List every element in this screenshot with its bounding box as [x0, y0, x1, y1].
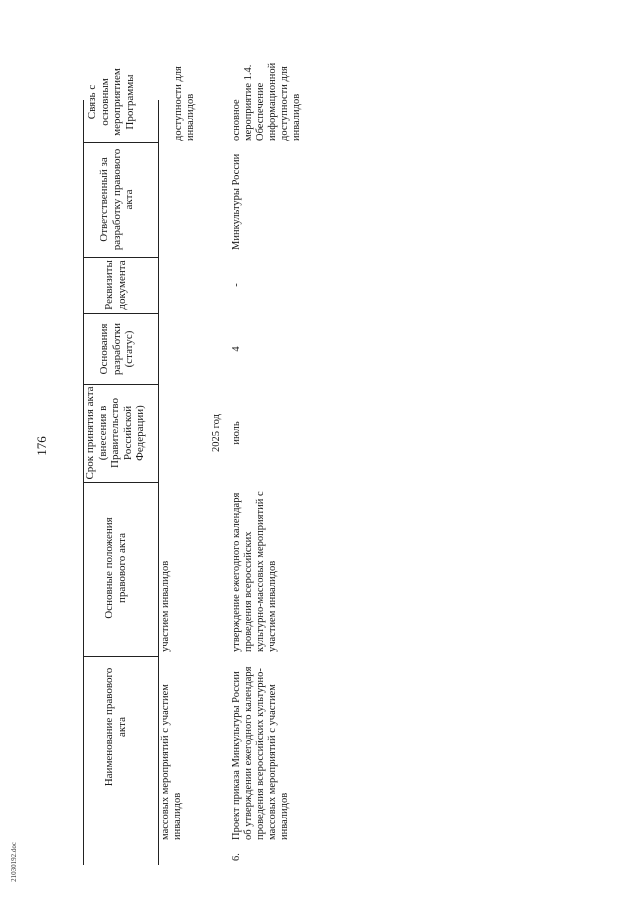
- row-number: 6.: [231, 853, 242, 861]
- header-deadline: Срок принятия акта (внесения в Правительство Российской Федерации): [84, 386, 146, 480]
- continuation-link: доступности для инвалидов: [173, 66, 196, 141]
- header-name: Наименование правового акта: [103, 667, 128, 787]
- row-name: Проект приказа Минкультуры России об утверждении ежегодного календаря проведения всероссийских культурно-массовых мероприятий с участием инвалидов: [231, 666, 290, 840]
- col-divider-1: [83, 656, 158, 657]
- header-link: Связь с основным мероприятием Программы: [86, 68, 136, 136]
- row-requisites: -: [231, 283, 242, 287]
- continuation-name: массовых мероприятий с участием инвалидов: [160, 684, 183, 840]
- page-number: 176: [34, 436, 49, 456]
- header-requisites: Реквизиты документа: [103, 260, 128, 310]
- header-basis: Основания разработки (статус): [98, 322, 135, 376]
- table-header-bottom-border: [158, 100, 159, 865]
- row-basis: 4: [231, 346, 242, 352]
- col-divider-2: [83, 482, 158, 483]
- row-link: основное мероприятие 1.4. Обеспечение информационной доступности для инвалидов: [231, 62, 302, 141]
- row-provisions: утверждение ежегодного календаря проведения всероссийских культурно-массовых мероприятий с участием инвалидов: [231, 491, 278, 652]
- year-label: 2025 год: [211, 414, 222, 452]
- row-responsible: Минкультуры России: [231, 153, 242, 250]
- header-responsible: Ответственный за разработку правового акта: [98, 148, 135, 251]
- row-deadline: июль: [231, 421, 242, 445]
- col-divider-4: [83, 313, 158, 314]
- header-provisions: Основные положения правового акта: [103, 517, 128, 619]
- footer-code: 21030192.doc: [10, 842, 18, 882]
- continuation-provisions: участием инвалидов: [160, 560, 171, 652]
